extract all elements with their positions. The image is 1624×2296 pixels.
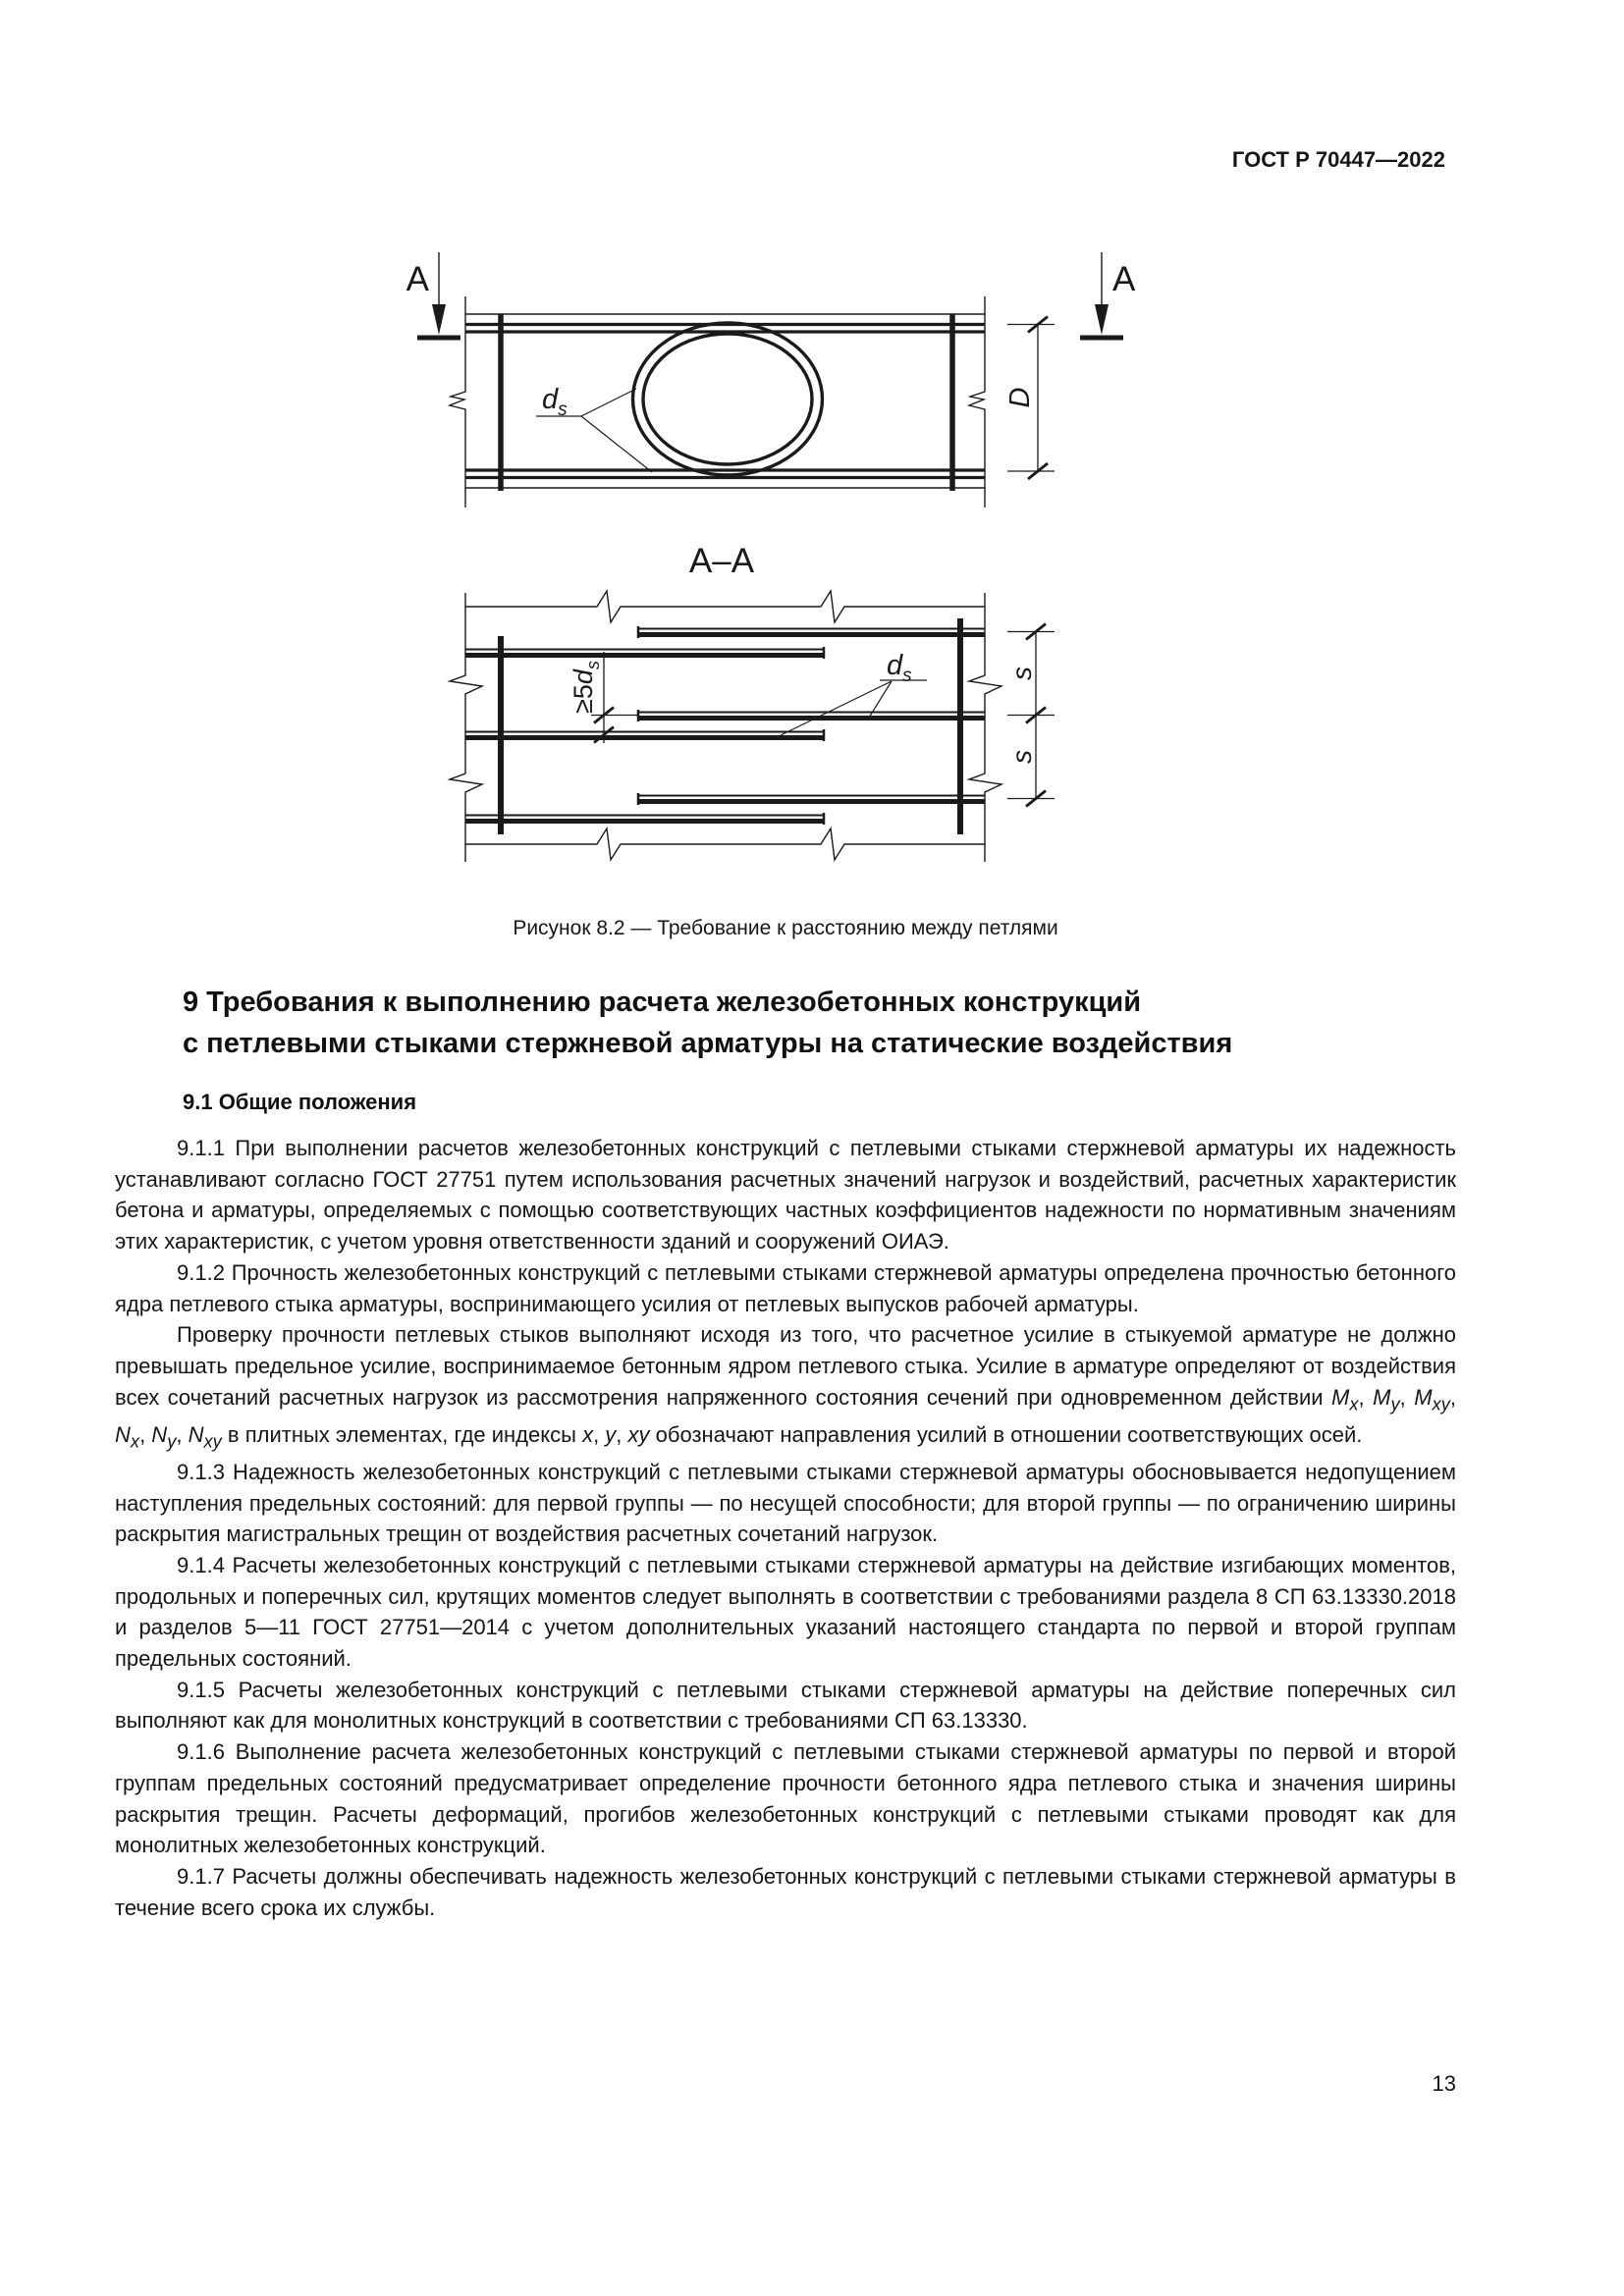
break-line-right bbox=[969, 296, 985, 507]
cut-arrow-head bbox=[432, 304, 446, 335]
section-view-title: А–А bbox=[688, 542, 755, 580]
spacing-label-lower: s bbox=[1006, 750, 1037, 764]
paragraph-9-1-7: 9.1.7 Расчеты должны обеспечивать надежность железобетонных конструкций с петлевыми стыками стержневой арматуры в течение всего срока их службы. bbox=[115, 1863, 1456, 1920]
svg-text:ds bbox=[542, 384, 568, 420]
bar-diameter-symbol: d bbox=[568, 669, 598, 685]
bar-diameter-symbol: d bbox=[887, 650, 903, 681]
left-loop-bars bbox=[465, 647, 825, 825]
paragraph-9-1-2b: Проверку прочности петлевых стыков выполняют исходя из того, что расчетное усилие в стыкуемой арматуре не должно превышать предельное усилие, воспринимаемое бетонным ядром петлевого стыка. Усилие в арматуре определяют от воздействия всех сочетаний расчетных нагрузок из рассмотрения напряженного состояния сечений при одновременном действии $M_x$, $M_y$, $M_{xy}$, $N_x$, $N_y$, $N_{xy}$ в плитных элементах, где индексы x, y, xy обозначают направления усилий в отношении соответствующих осей. bbox=[115, 1322, 1456, 1452]
plan-view bbox=[406, 252, 1136, 507]
page-number: 13 bbox=[1432, 2071, 1456, 2096]
min-offset-prefix: ≥5 bbox=[568, 684, 598, 714]
spacing-label-upper: s bbox=[1006, 667, 1037, 680]
break-line-left bbox=[450, 296, 465, 507]
body-text bbox=[115, 1133, 1456, 1923]
section-view bbox=[450, 542, 1055, 862]
section-heading-line-2: с петлевыми стыками стержневой арматуры на статические воздействия bbox=[183, 1028, 1233, 1059]
subsection-9-1-heading: 9.1 Общие положения bbox=[183, 1090, 417, 1114]
loop-core-diameter-label: D bbox=[1004, 387, 1036, 408]
document-header: ГОСТ Р 70447—2022 bbox=[1231, 147, 1445, 172]
ds-label-section bbox=[781, 650, 927, 735]
bar-diameter-subscript: s bbox=[902, 666, 912, 686]
section-mark-letter: A bbox=[406, 260, 429, 298]
paragraph-9-1-6: 9.1.6 Выполнение расчета железобетонных конструкций с петлевыми стыками стержневой арматуры по первой и второй группам предельных состояний предусматривает определение прочности бетонного ядра петлевого стыка и значения ширины раскрытия трещин. Расчеты деформаций, прогибов железобетонных конструкций с петлевыми стыками проводят как для монолитных железобетонных конструкций. bbox=[115, 1739, 1456, 1858]
dimension-D bbox=[1004, 317, 1055, 480]
dimension-s-spacing bbox=[1006, 624, 1055, 807]
break-line-top bbox=[465, 591, 985, 622]
bar-diameter-subscript: s bbox=[583, 661, 603, 670]
loop-oval bbox=[633, 323, 823, 475]
section-cut-mark-right bbox=[1080, 252, 1136, 338]
bar-diameter-subscript: s bbox=[558, 400, 568, 420]
paragraph-9-1-1: 9.1.1 При выполнении расчетов железобетонных конструкций с петлевыми стыками стержневой арматуры их надежность устанавливают согласно ГОСТ 27751 путем использования расчетных значений нагрузок и воздействий, расчетных характеристик бетона и арматуры, определяемых с помощью соответствующих частных коэффициентов надежности по нормативным значениям этих характеристик, с учетом уровня ответственности зданий и сооружений ОИАЭ. bbox=[115, 1136, 1456, 1255]
ds-label-plan bbox=[536, 384, 652, 472]
dimension-min-5ds bbox=[568, 652, 638, 743]
section-cut-mark-left bbox=[406, 252, 460, 338]
figure-caption: Рисунок 8.2 — Требование к расстоянию между петлями bbox=[513, 917, 1058, 939]
paragraph-9-1-3: 9.1.3 Надежность железобетонных конструкций с петлевыми стыками стержневой арматуры обосновывается недопущением наступления предельных состояний: для первой группы — по несущей способности; для второй группы — по ограничению ширины раскрытия магистральных трещин от воздействия расчетных сочетаний нагрузок. bbox=[115, 1459, 1456, 1547]
figure-8-2-drawing bbox=[373, 240, 1178, 888]
paragraph-9-1-5: 9.1.5 Расчеты железобетонных конструкций с петлевыми стыками стержневой арматуры на действие поперечных сил выполняют как для монолитных конструкций в соответствии с требованиями СП 63.13330. bbox=[115, 1677, 1456, 1734]
paragraph-9-1-2: 9.1.2 Прочность железобетонных конструкций с петлевыми стыками стержневой арматуры определена прочностью бетонного ядра петлевого стыка арматуры, воспринимающего усилия от петлевых выпусков рабочей арматуры. bbox=[115, 1259, 1456, 1316]
section-9-heading bbox=[183, 982, 1459, 1064]
section-mark-letter: A bbox=[1112, 260, 1136, 298]
bar-diameter-symbol: d bbox=[542, 384, 559, 415]
paragraph-9-1-4: 9.1.4 Расчеты железобетонных конструкций с петлевыми стыками стержневой арматуры на действие изгибающих моментов, продольных и поперечных сил, крутящих моментов следует выполнять в соответствии с требованиями раздела 8 СП 63.13330.2018 и разделов 5—11 ГОСТ 27751—2014 с учетом дополнительных указаний настоящего стандарта по первой и второй группам предельных состояний. bbox=[115, 1552, 1456, 1672]
svg-text:≥5ds bbox=[568, 661, 603, 714]
break-line-bottom bbox=[465, 828, 985, 860]
section-heading-line-1: 9 Требования к выполнению расчета железобетонных конструкций bbox=[183, 987, 1142, 1018]
cut-arrow-head bbox=[1095, 304, 1109, 335]
